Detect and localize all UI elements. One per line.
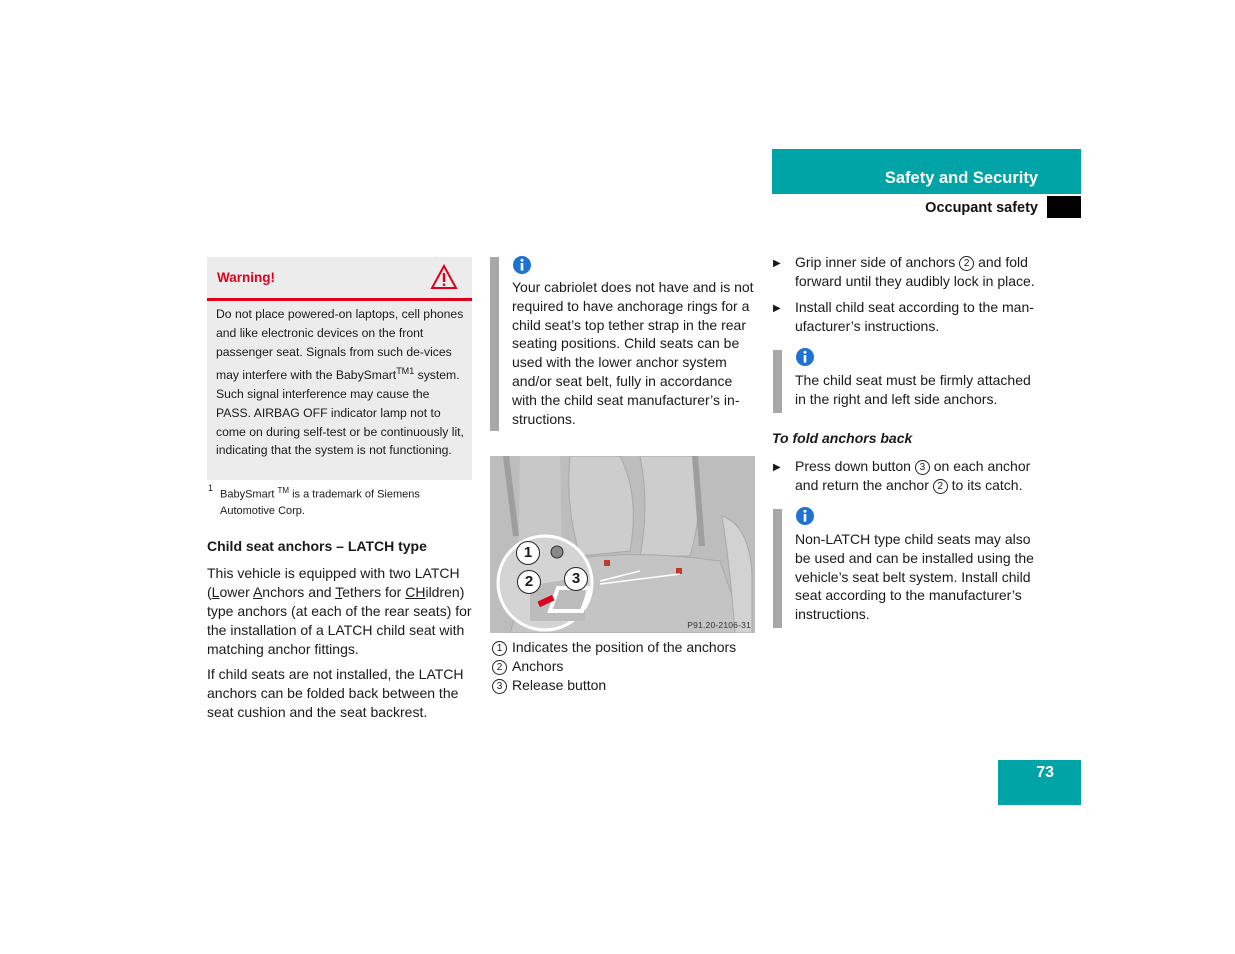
- warning-divider: [207, 298, 472, 301]
- callout-3: 3: [564, 567, 588, 591]
- footnote-text: BabySmart ™ is a trademark of Siemens Automotive Corp.: [220, 486, 420, 517]
- info-text-attach: The child seat must be firmly attached in the right and left side anchors.: [795, 372, 1031, 407]
- info-text-tether: Your cabriolet does not have and is not required to have anchorage rings for a child seat’s top tether strap in the rear seating positions. Child seats can be used with the lower anchor system and/or seat belt, fully in accordance with the child seat manufacturer’s in-structions.: [512, 279, 754, 427]
- info-bar: [773, 350, 782, 413]
- legend-number: 2: [492, 660, 507, 675]
- section-title: Occupant safety: [925, 200, 1038, 216]
- step-press-button: Press down button 3 on each anchor and return the anchor 2 to its catch.: [795, 458, 1031, 493]
- callout-1: 1: [516, 541, 540, 565]
- legend-number: 1: [492, 641, 507, 656]
- section-heading: Child seat anchors – LATCH type: [207, 538, 427, 554]
- legend-item: 1 Indicates the position of the anchors: [492, 638, 754, 657]
- step-install-seat: Install child seat according to the man-ufacturer’s instructions.: [795, 299, 1034, 334]
- figure-code: P91.20-2106-31: [687, 620, 751, 630]
- warning-title: Warning!: [217, 270, 275, 285]
- info-icon: [512, 255, 532, 275]
- info-icon: [795, 347, 815, 367]
- legend-number: 3: [492, 679, 507, 694]
- footnote-number: 1: [208, 483, 214, 493]
- step-fold-forward: Grip inner side of anchors 2 and fold forward until they audibly lock in place.: [795, 254, 1035, 289]
- info-bar: [490, 257, 499, 431]
- info-bar: [773, 509, 782, 628]
- legend-item: 3 Release button: [492, 676, 754, 695]
- callout-2: 2: [517, 570, 541, 594]
- legend-item: 2 Anchors: [492, 657, 754, 676]
- header-marker: [1047, 196, 1081, 218]
- folding-paragraph: If child seats are not installed, the LATCH anchors can be folded back between the seat cushion and the seat backrest.: [207, 666, 464, 720]
- subheading-fold-back: To fold anchors back: [772, 430, 913, 446]
- latch-intro-paragraph: This vehicle is equipped with two LATCH (Lower Anchors and Tethers for CHildren) type anchors (at each of the rear seats) for the installation of a LATCH child seat with matching anchor fittings.: [207, 565, 472, 657]
- bullet-arrow-icon: ▶: [773, 258, 781, 269]
- figure-legend: [492, 638, 754, 695]
- bullet-arrow-icon: ▶: [773, 462, 781, 473]
- info-text-non-latch: Non-LATCH type child seats may also be used and can be installed using the vehicle’s seat belt system. Install child seat according to the manufacturer’s instructions.: [795, 531, 1034, 623]
- chapter-title: Safety and Security: [884, 169, 1038, 187]
- page-number: 73: [1036, 764, 1054, 781]
- info-icon: [795, 506, 815, 526]
- warning-text: Do not place powered-on laptops, cell phones and like electronic devices on the front passenger seat. Signals from such de-vices may interfere with the BabySmart$^{TM1}$ system. Such signal interference may cause the PASS. AIRBAG OFF indicator lamp not to come on during self-test or be continuously lit, indicating that the system is not functioning.: [216, 307, 464, 458]
- bullet-arrow-icon: ▶: [773, 303, 781, 314]
- warning-triangle-icon: [430, 264, 458, 290]
- rear-seat-anchor-illustration: [490, 456, 755, 633]
